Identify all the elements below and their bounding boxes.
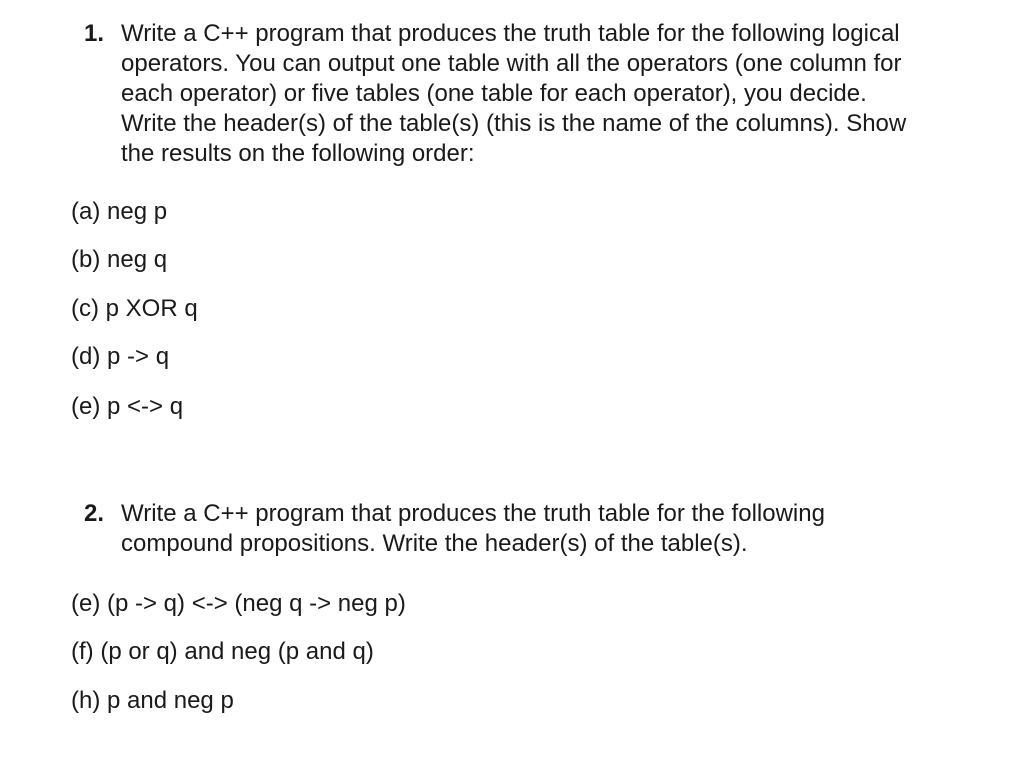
question-1-item-b: (b) neg q — [71, 246, 168, 273]
question-1-item-e: (e) p <-> q — [71, 393, 184, 420]
question-1-text — [121, 19, 971, 169]
question-1-line: Write the header(s) of the table(s) (this is the name of the columns). Show — [121, 110, 907, 137]
question-1-line: each operator) or five tables (one table for each operator), you decide. — [121, 80, 867, 107]
question-2-number: 2. — [84, 500, 105, 527]
question-2-item-h: (h) p and neg p — [71, 687, 234, 714]
question-1 — [84, 19, 984, 169]
question-2-item-e: (e) (p -> q) <-> (neg q -> neg p) — [71, 590, 406, 617]
question-2-text — [121, 499, 971, 559]
question-1-line: the results on the following order: — [121, 140, 475, 167]
question-2-line: Write a C++ program that produces the truth table for the following — [121, 500, 825, 527]
question-2-line: compound propositions. Write the header(s) of the table(s). — [121, 530, 748, 557]
question-1-line: Write a C++ program that produces the truth table for the following logical — [121, 20, 900, 47]
question-1-line: operators. You can output one table with all the operators (one column for — [121, 50, 902, 77]
question-1-item-c: (c) p XOR q — [71, 295, 198, 322]
question-1-number: 1. — [84, 20, 105, 47]
question-2 — [84, 499, 984, 559]
question-2-item-f: (f) (p or q) and neg (p and q) — [71, 638, 374, 665]
question-1-item-a: (a) neg p — [71, 198, 168, 225]
question-1-item-d: (d) p -> q — [71, 343, 170, 370]
